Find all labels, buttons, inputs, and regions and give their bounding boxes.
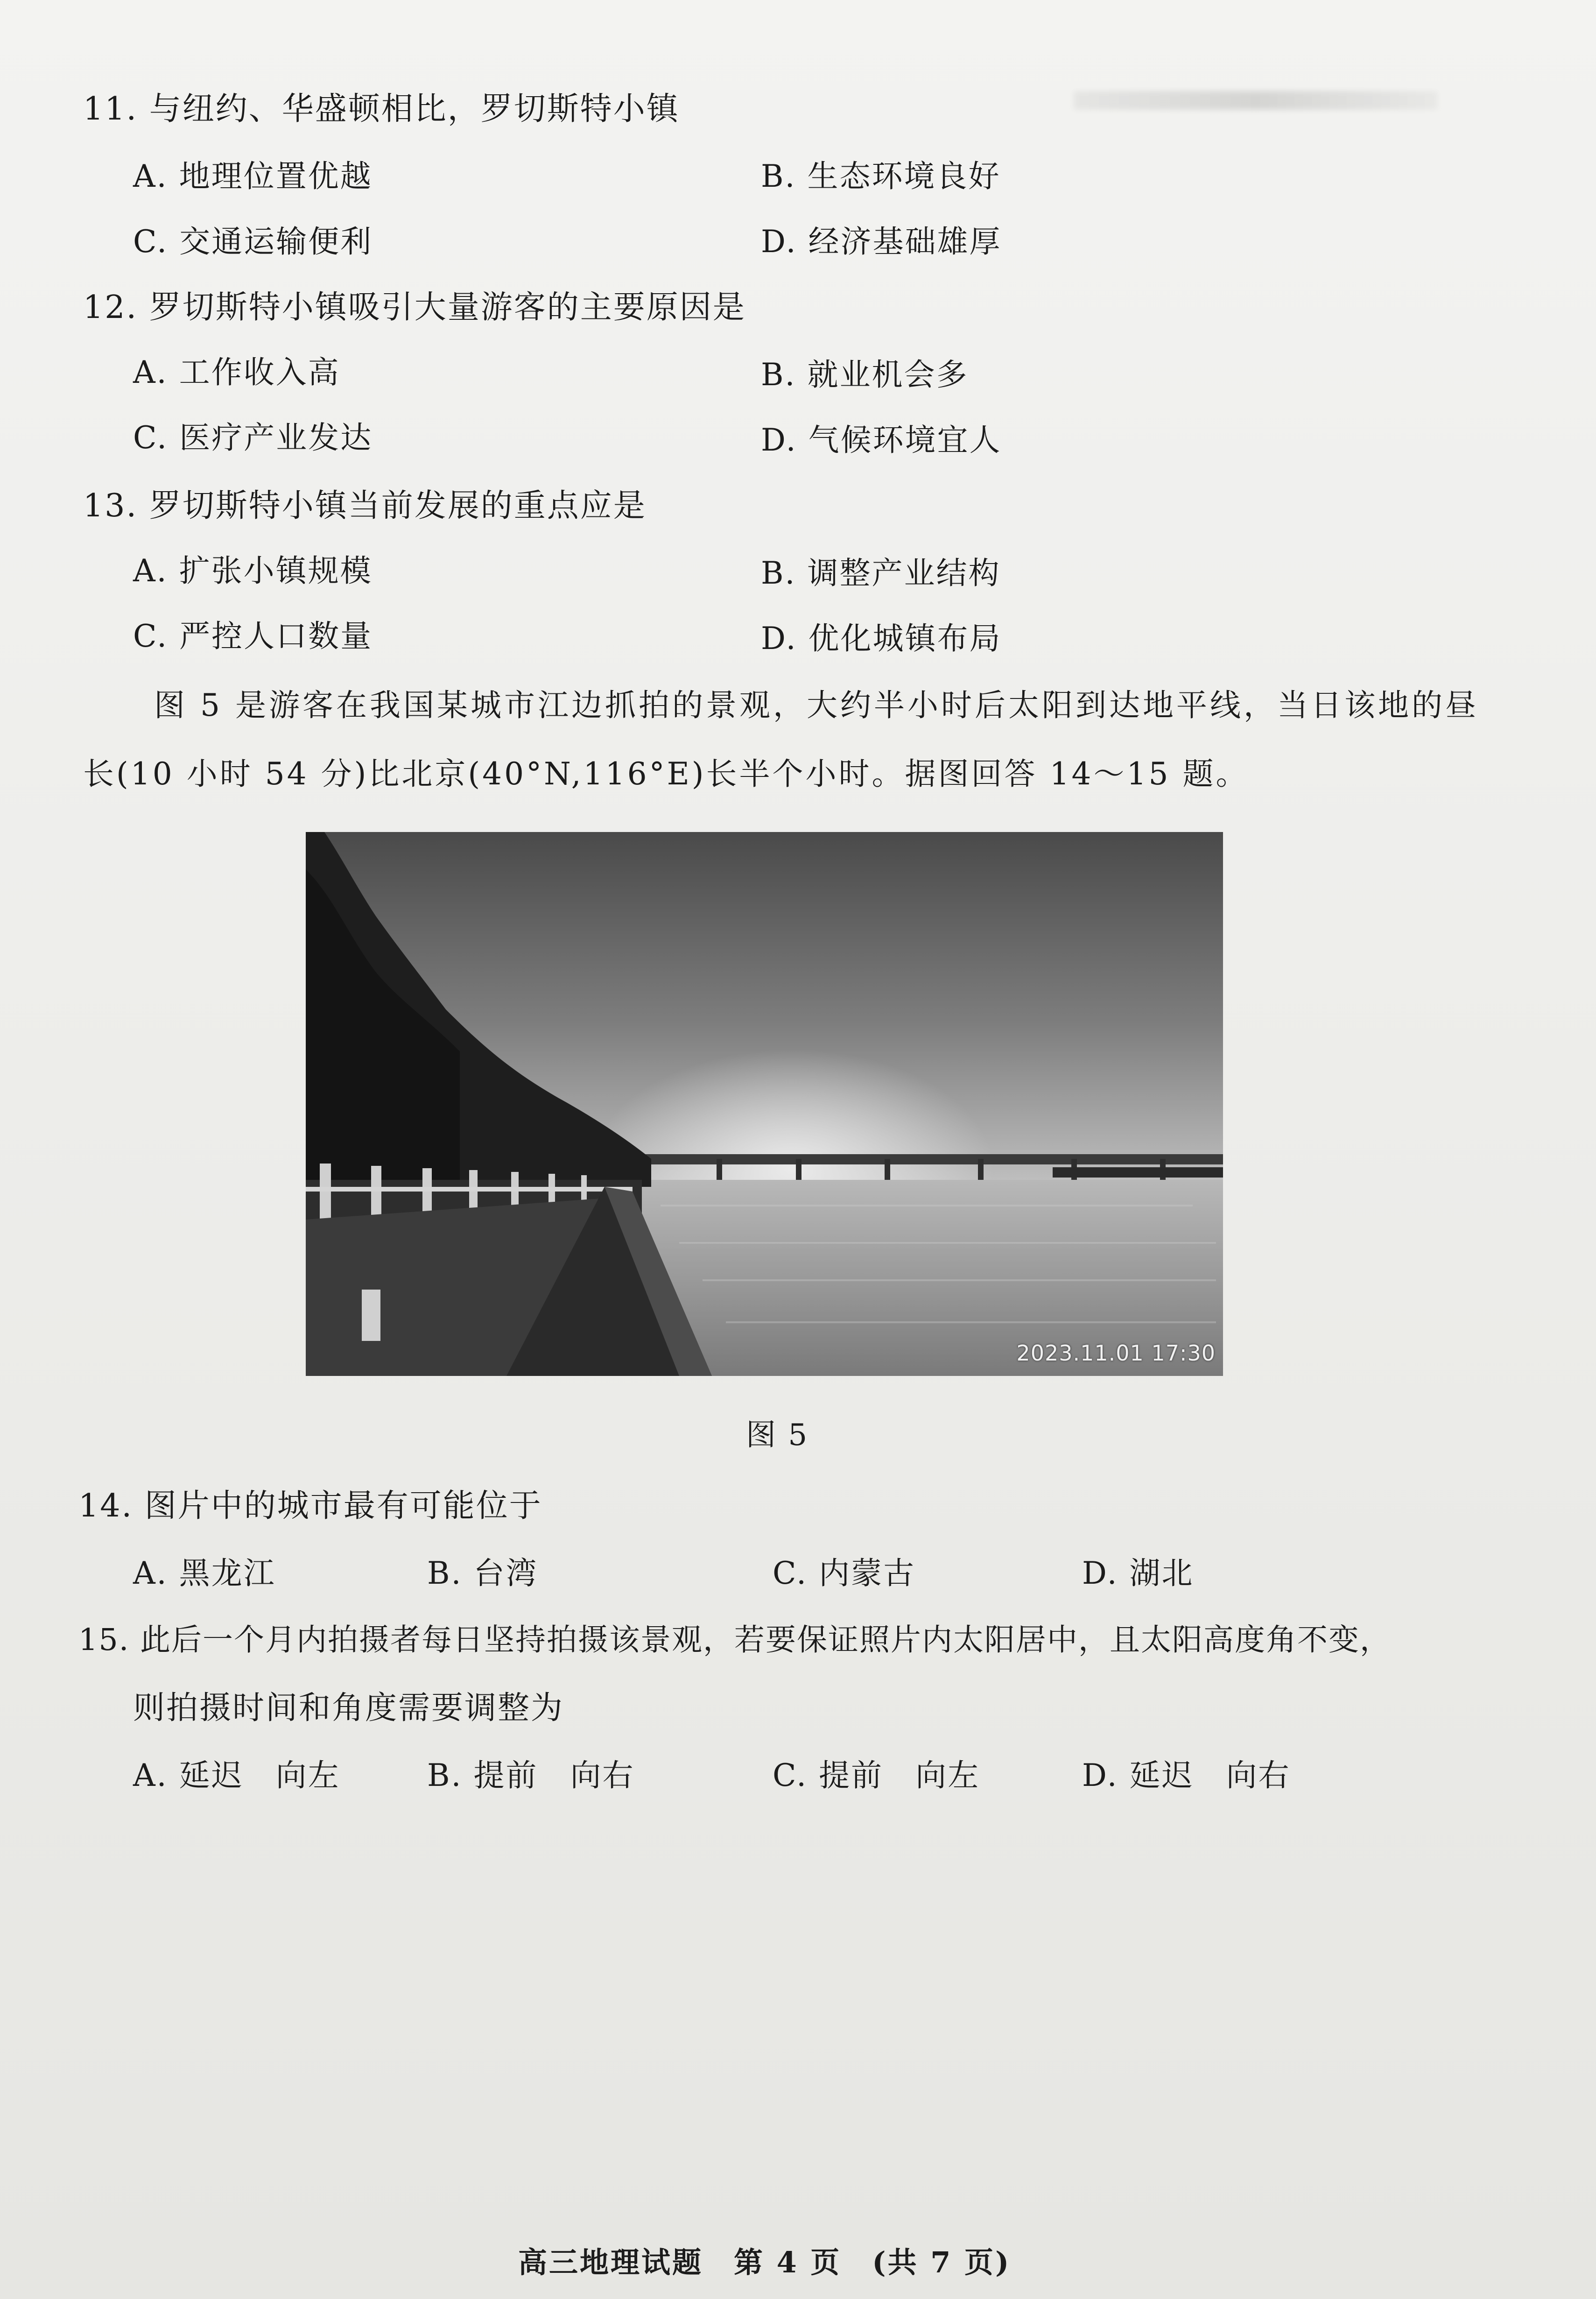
figure-5-caption: 图 5 bbox=[746, 1418, 809, 1453]
passage-line-2: 长(10 小时 54 分)比北京(40°N,116°E)长半个小时。据图回答 14～15 题。 bbox=[83, 756, 1249, 792]
question-11-option-d: D. 经济基础雄厚 bbox=[761, 224, 1002, 260]
question-12-option-b: B. 就业机会多 bbox=[761, 357, 969, 393]
question-15-stem-line-2: 则拍摄时间和角度需要调整为 bbox=[133, 1690, 564, 1727]
page-footer: 高三地理试题 第 4 页 (共 7 页) bbox=[518, 2245, 1011, 2279]
question-12-option-a: A. 工作收入高 bbox=[133, 354, 340, 390]
question-11-option-b: B. 生态环境良好 bbox=[761, 158, 1001, 194]
passage-line-1: 图 5 是游客在我国某城市江边抓拍的景观，大约半小时后太阳到达地平线，当日该地的昼 bbox=[154, 687, 1479, 723]
question-11-option-a: A. 地理位置优越 bbox=[133, 158, 373, 194]
question-15-option-d: D. 延迟 向右 bbox=[1082, 1757, 1291, 1793]
question-14-option-d: D. 湖北 bbox=[1082, 1555, 1194, 1591]
question-13-stem: 13. 罗切斯特小镇当前发展的重点应是 bbox=[83, 487, 647, 524]
bleed-through-shadow bbox=[1074, 91, 1438, 110]
question-12-option-d: D. 气候环境宜人 bbox=[761, 422, 1002, 458]
question-11-option-c: C. 交通运输便利 bbox=[133, 224, 373, 260]
question-14-option-c: C. 内蒙古 bbox=[773, 1555, 916, 1591]
question-15-option-b: B. 提前 向右 bbox=[427, 1757, 635, 1793]
question-13-option-b: B. 调整产业结构 bbox=[761, 555, 1001, 591]
figure-5-photo bbox=[306, 832, 1223, 1376]
question-14-stem: 14. 图片中的城市最有可能位于 bbox=[78, 1488, 542, 1524]
question-13-option-d: D. 优化城镇布局 bbox=[761, 621, 1002, 656]
question-12-stem: 12. 罗切斯特小镇吸引大量游客的主要原因是 bbox=[83, 289, 746, 326]
question-13-option-a: A. 扩张小镇规模 bbox=[133, 553, 373, 589]
question-15-stem-line-1: 15. 此后一个月内拍摄者每日坚持拍摄该景观，若要保证照片内太阳居中，且太阳高度角不变， bbox=[78, 1622, 1392, 1657]
question-14-option-b: B. 台湾 bbox=[427, 1555, 538, 1591]
question-12-option-c: C. 医疗产业发达 bbox=[133, 420, 373, 456]
question-15-option-a: A. 延迟 向左 bbox=[133, 1757, 340, 1793]
question-15-option-c: C. 提前 向左 bbox=[773, 1757, 980, 1793]
question-13-option-c: C. 严控人口数量 bbox=[133, 618, 373, 654]
photo-timestamp: 2023.11.01 17:30 bbox=[1016, 1340, 1216, 1366]
riverside-sunset-scene bbox=[306, 832, 1223, 1376]
question-14-option-a: A. 黑龙江 bbox=[133, 1555, 276, 1591]
question-11-stem: 11. 与纽约、华盛顿相比，罗切斯特小镇 bbox=[83, 91, 680, 127]
